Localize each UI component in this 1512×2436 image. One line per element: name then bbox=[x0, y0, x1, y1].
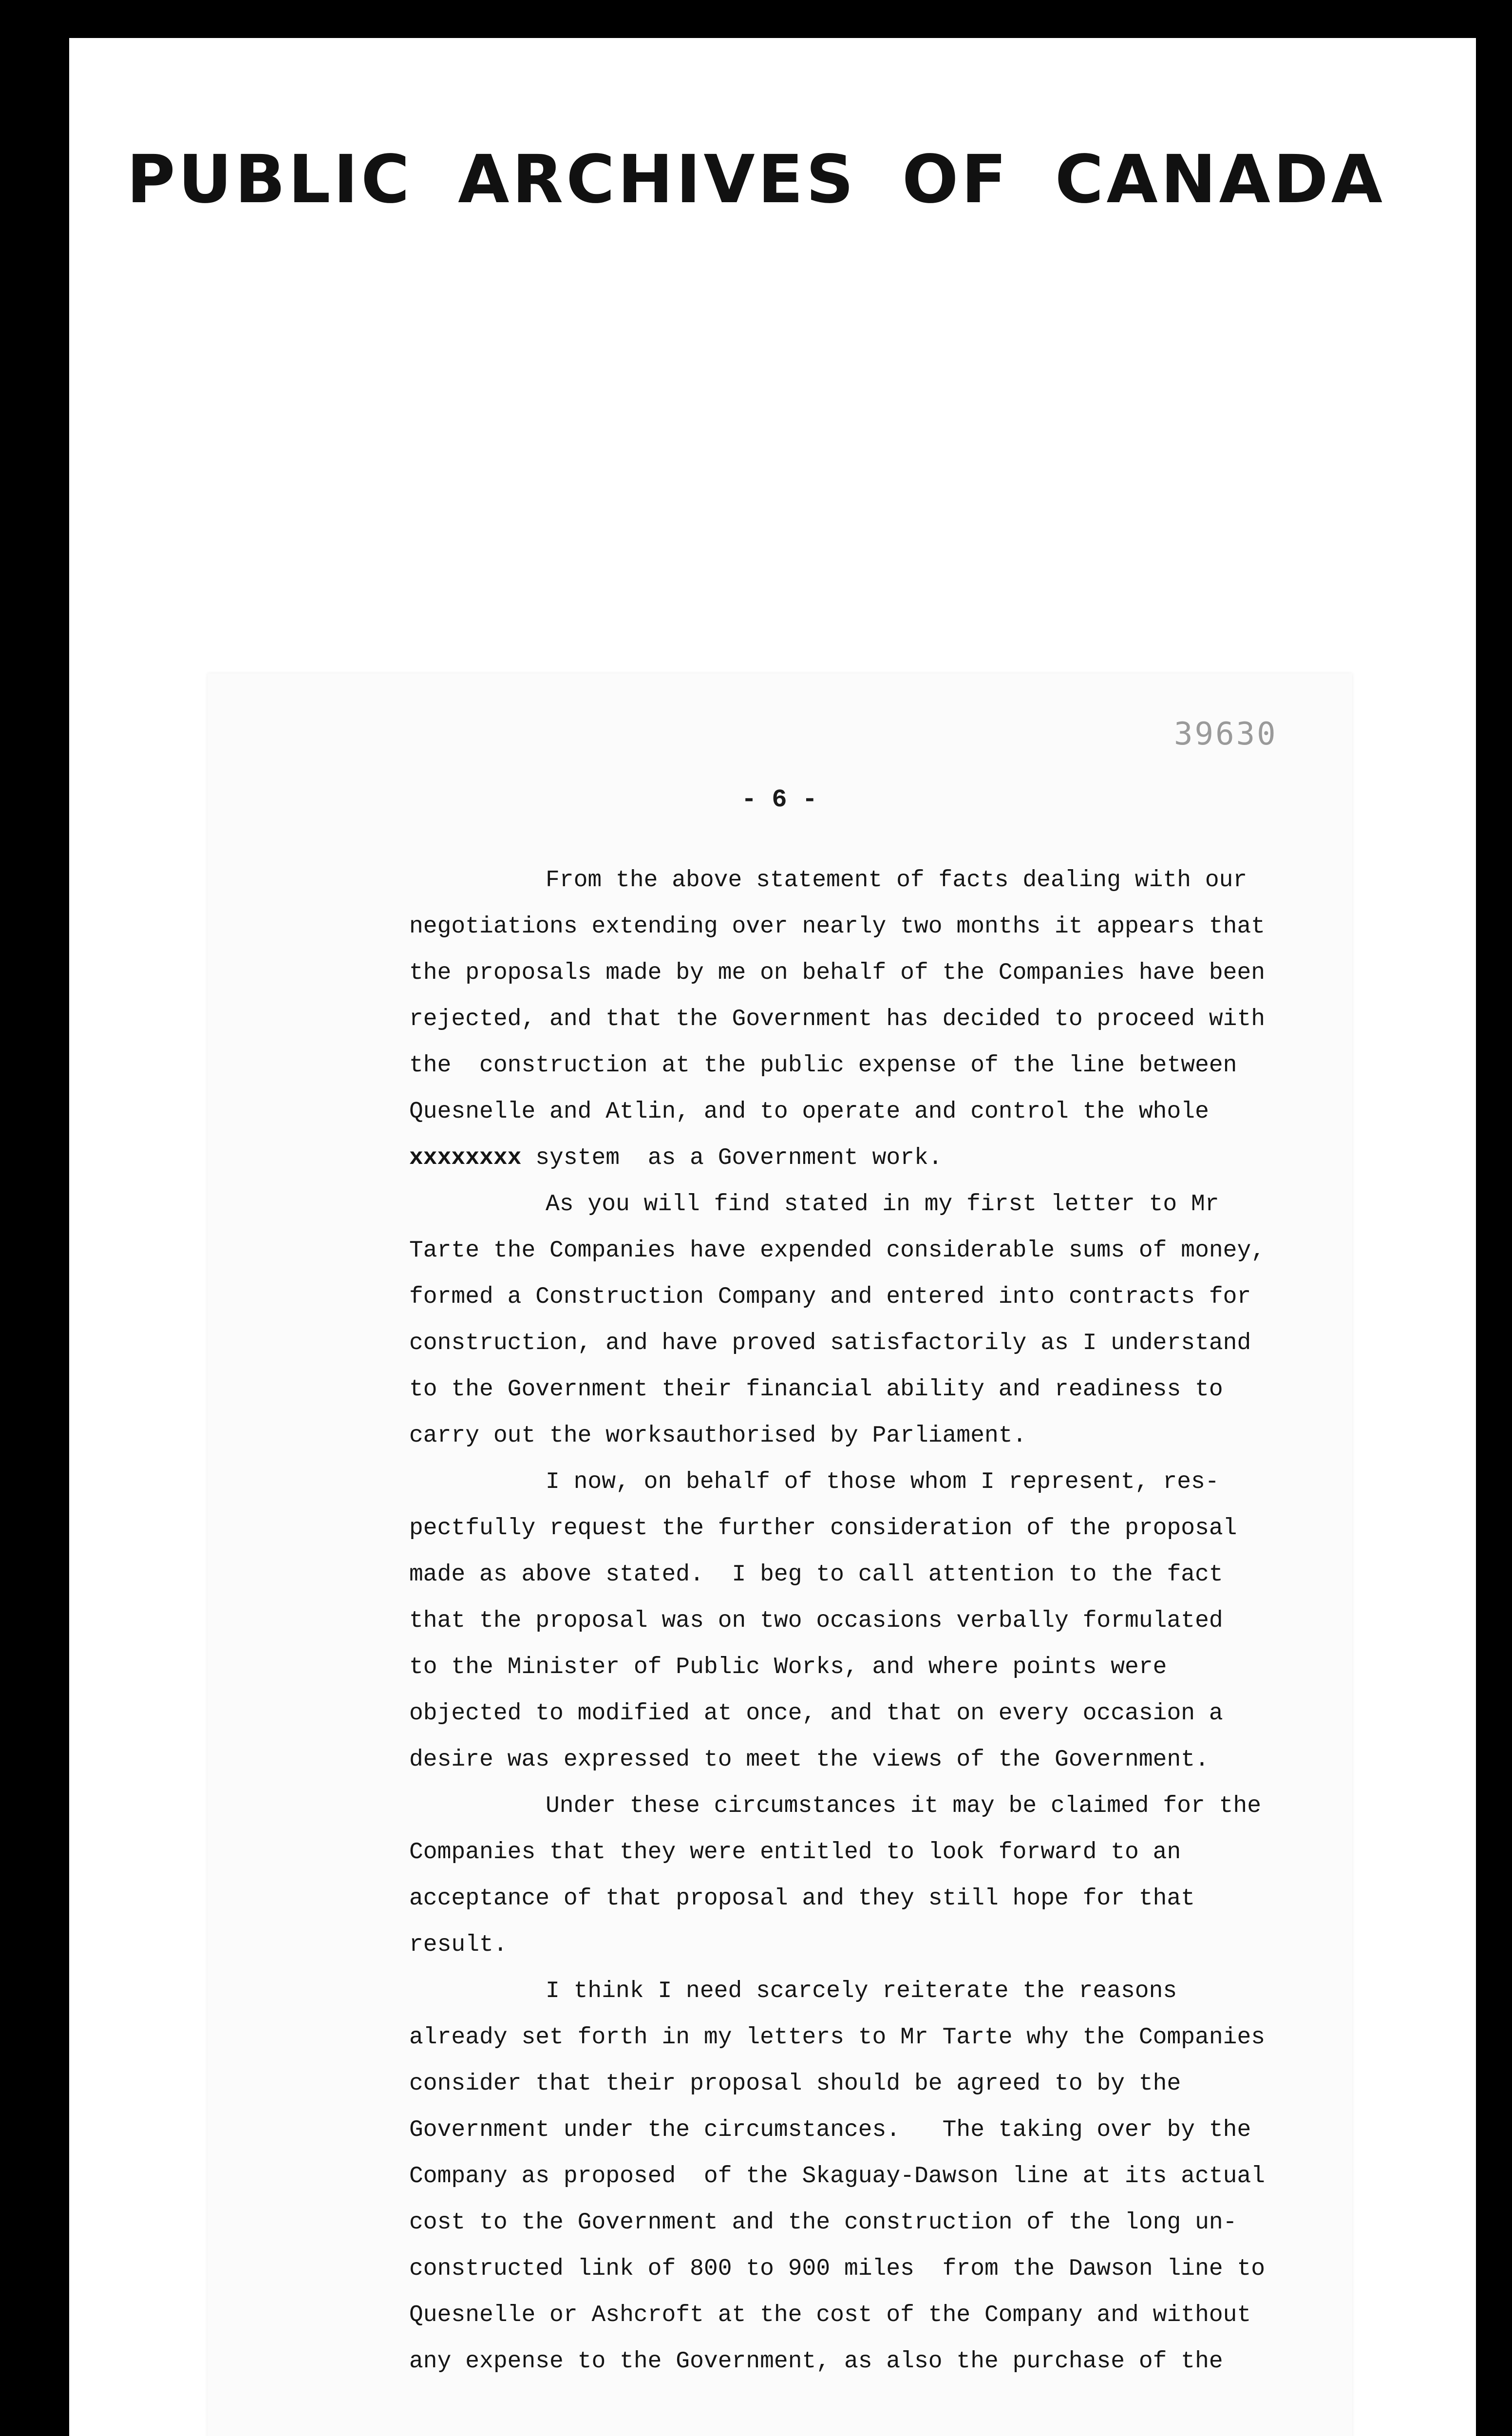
line-text: any expense to the Government, as also the purchase of the bbox=[409, 2348, 1223, 2375]
text-line bbox=[409, 2339, 1266, 2385]
line-text: the construction at the public expense of the line between bbox=[409, 1052, 1237, 1079]
text-line bbox=[409, 1552, 1266, 1598]
line-text: Company as proposed of the Skaguay-Dawson line at its actual bbox=[409, 2163, 1266, 2189]
text-line bbox=[409, 1922, 1266, 1968]
text-line bbox=[409, 1598, 1266, 1644]
line-text: already set forth in my letters to Mr Tarte why the Companies bbox=[409, 2024, 1266, 2051]
text-line bbox=[409, 1320, 1266, 1367]
line-text: acceptance of that proposal and they still hope for that bbox=[409, 1885, 1195, 1912]
line-text: to the Government their financial ability and readiness to bbox=[409, 1376, 1223, 1403]
line-text: formed a Construction Company and entered into contracts for bbox=[409, 1284, 1251, 1310]
text-line bbox=[409, 857, 1266, 904]
text-line bbox=[409, 1876, 1266, 1922]
text-line bbox=[409, 904, 1266, 950]
text-line bbox=[409, 2200, 1266, 2246]
line-text: Under these circumstances it may be claimed for the bbox=[546, 1793, 1262, 1819]
line-text: result. bbox=[409, 1932, 508, 1958]
line-text: pectfully request the further consideration of the proposal bbox=[409, 1515, 1237, 1542]
text-line bbox=[409, 1181, 1266, 1228]
line-text: As you will find stated in my first letter to Mr bbox=[546, 1191, 1219, 1218]
line-text: consider that their proposal should be agreed to by the bbox=[409, 2071, 1181, 2097]
line-text: From the above statement of facts dealing with our bbox=[546, 867, 1247, 894]
text-line bbox=[409, 1459, 1266, 1505]
line-text: constructed link of 800 to 900 miles from the Dawson line to bbox=[409, 2256, 1266, 2282]
line-text: Government under the circumstances. The taking over by the bbox=[409, 2117, 1251, 2143]
text-line bbox=[409, 1968, 1266, 2015]
text-line bbox=[409, 1783, 1266, 1829]
line-text: made as above stated. I beg to call attention to the fact bbox=[409, 1561, 1223, 1588]
line-text: system as a Government work. bbox=[535, 1145, 943, 1171]
line-text: the proposals made by me on behalf of the Companies have been bbox=[409, 960, 1266, 986]
line-text: negotiations extending over nearly two months it appears that bbox=[409, 914, 1266, 940]
archive-stamp-number: 39630 bbox=[1174, 716, 1278, 752]
line-text: I now, on behalf of those whom I represent, res- bbox=[546, 1469, 1219, 1495]
text-line bbox=[409, 2246, 1266, 2292]
text-line bbox=[409, 2153, 1266, 2200]
text-line bbox=[409, 1505, 1266, 1552]
text-line bbox=[409, 1413, 1266, 1459]
text-line bbox=[409, 1644, 1266, 1691]
line-text: construction, and have proved satisfactorily as I understand bbox=[409, 1330, 1251, 1356]
line-text: Companies that they were entitled to look forward to an bbox=[409, 1839, 1181, 1865]
text-line bbox=[409, 2015, 1266, 2061]
text-line bbox=[409, 2061, 1266, 2107]
line-text: cost to the Government and the construction of the long un- bbox=[409, 2209, 1237, 2236]
text-line bbox=[409, 1367, 1266, 1413]
line-text: objected to modified at once, and that on every occasion a bbox=[409, 1700, 1223, 1727]
line-text: Tarte the Companies have expended considerable sums of money, bbox=[409, 1237, 1266, 1264]
archive-header-title: PUBLIC ARCHIVES OF CANADA bbox=[127, 141, 1385, 218]
text-line bbox=[409, 2292, 1266, 2339]
text-line bbox=[409, 996, 1266, 1043]
text-line bbox=[409, 1043, 1266, 1089]
line-text: rejected, and that the Government has decided to proceed with bbox=[409, 1006, 1266, 1032]
text-line bbox=[409, 1829, 1266, 1876]
line-text: to the Minister of Public Works, and where points were bbox=[409, 1654, 1167, 1680]
line-text: desire was expressed to meet the views of the Government. bbox=[409, 1747, 1209, 1773]
page-number: - 6 - bbox=[741, 785, 818, 814]
letter-body bbox=[409, 857, 1266, 2385]
text-line bbox=[409, 1274, 1266, 1320]
line-text: Quesnelle and Atlin, and to operate and control the whole bbox=[409, 1099, 1209, 1125]
line-text: that the proposal was on two occasions verbally formulated bbox=[409, 1608, 1223, 1634]
text-line bbox=[409, 1089, 1266, 1135]
text-line bbox=[409, 950, 1266, 996]
line-text: carry out the worksauthorised by Parliament. bbox=[409, 1423, 1027, 1449]
text-line bbox=[409, 1228, 1266, 1274]
text-line bbox=[409, 2107, 1266, 2153]
text-line bbox=[409, 1737, 1266, 1783]
struck-out-word: xxxxxxxx bbox=[409, 1145, 536, 1171]
line-text: I think I need scarcely reiterate the reasons bbox=[546, 1978, 1177, 2004]
text-line bbox=[409, 1135, 1266, 1181]
line-text: Quesnelle or Ashcroft at the cost of the Company and without bbox=[409, 2302, 1251, 2328]
text-line bbox=[409, 1691, 1266, 1737]
